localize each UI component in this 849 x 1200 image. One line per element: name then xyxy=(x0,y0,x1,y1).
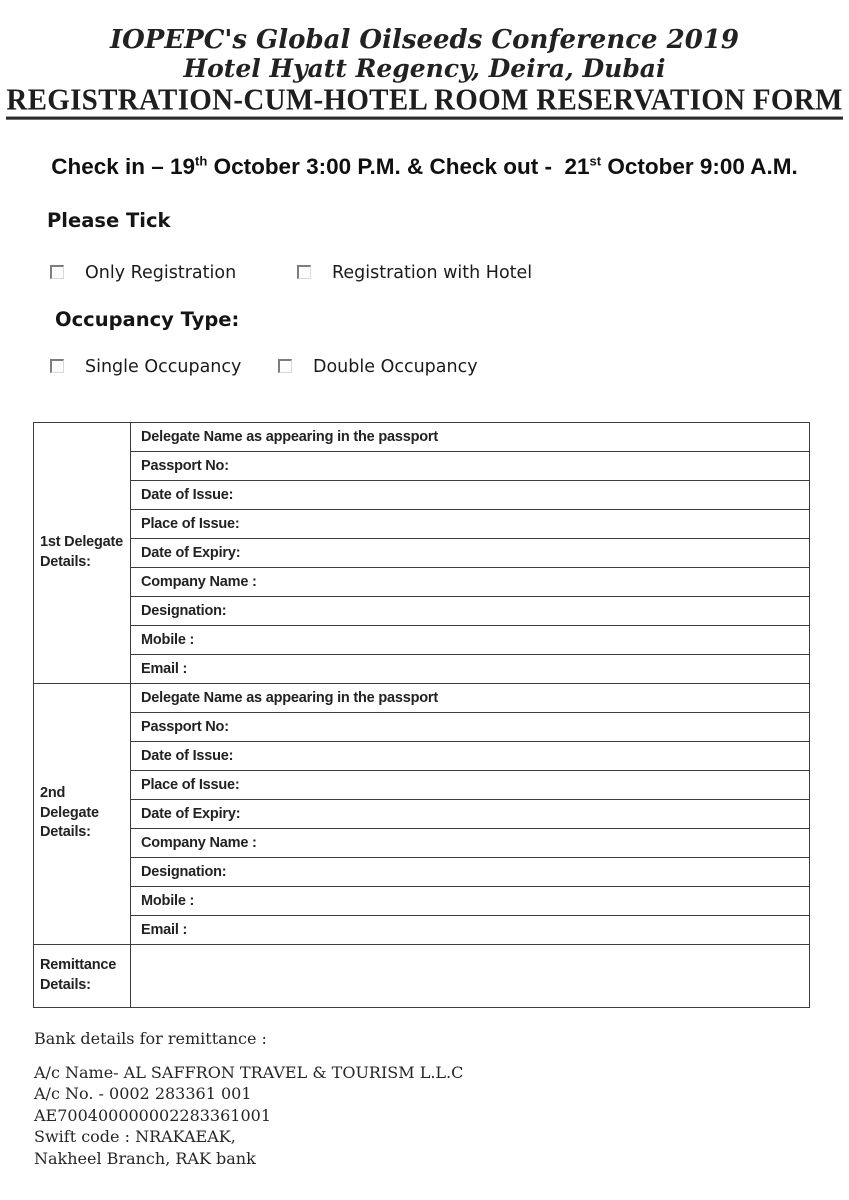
ordinal-suffix: st xyxy=(589,153,602,169)
table-row xyxy=(34,944,810,1007)
double-occupancy-checkbox[interactable] xyxy=(278,359,292,373)
table-row xyxy=(34,654,810,683)
only-registration-label: Only Registration xyxy=(85,262,237,283)
single-occupancy-option xyxy=(50,357,278,377)
table-row xyxy=(34,509,810,538)
delegate-2-section xyxy=(34,683,810,944)
table-row xyxy=(34,828,810,857)
checkout-time-text: October 9:00 A.M. xyxy=(601,153,798,179)
delegate-1-company-field[interactable]: Company Name : xyxy=(131,567,810,596)
delegate-details-table xyxy=(33,422,810,1008)
table-row xyxy=(34,741,810,770)
single-occupancy-checkbox[interactable] xyxy=(50,359,64,373)
conference-title: IOPEPC's Global Oilseeds Conference 2019 xyxy=(109,25,740,55)
table-row xyxy=(34,596,810,625)
occupancy-options-row xyxy=(50,357,849,377)
delegate-2-name-field[interactable]: Delegate Name as appearing in the passport xyxy=(131,683,810,712)
bank-account-number: A/c No. - 0002 283361 001 xyxy=(34,1084,252,1104)
bank-details-block xyxy=(34,1062,849,1170)
table-row xyxy=(34,422,810,451)
delegate-1-email-field[interactable]: Email : xyxy=(131,654,810,683)
delegate-2-company-field[interactable]: Company Name : xyxy=(131,828,810,857)
ordinal-suffix: th xyxy=(195,153,208,169)
form-title: REGISTRATION-CUM-HOTEL ROOM RESERVATION FORM xyxy=(6,84,842,120)
only-registration-option xyxy=(50,263,297,283)
single-occupancy-label: Single Occupancy xyxy=(85,356,242,377)
delegate-1-name-field[interactable]: Delegate Name as appearing in the passport xyxy=(131,422,810,451)
only-registration-checkbox[interactable] xyxy=(50,265,64,279)
table-row xyxy=(34,683,810,712)
delegate-2-passport-field[interactable]: Passport No: xyxy=(131,712,810,741)
delegate-1-section-label: 1st Delegate Details: xyxy=(34,422,131,683)
table-row xyxy=(34,857,810,886)
double-occupancy-option xyxy=(278,357,478,377)
delegate-1-date-of-issue-field[interactable]: Date of Issue: xyxy=(131,480,810,509)
delegate-1-passport-field[interactable]: Passport No: xyxy=(131,451,810,480)
delegate-1-designation-field[interactable]: Designation: xyxy=(131,596,810,625)
table-row xyxy=(34,915,810,944)
delegate-2-mobile-field[interactable]: Mobile : xyxy=(131,886,810,915)
delegate-2-place-of-issue-field[interactable]: Place of Issue: xyxy=(131,770,810,799)
delegate-1-section xyxy=(34,422,810,683)
delegate-2-date-of-expiry-field[interactable]: Date of Expiry: xyxy=(131,799,810,828)
occupancy-type-heading: Occupancy Type: xyxy=(55,307,240,331)
checkout-text: October 3:00 P.M. & Check out - 21 xyxy=(207,153,590,179)
table-row xyxy=(34,451,810,480)
table-row xyxy=(34,712,810,741)
registration-with-hotel-label: Registration with Hotel xyxy=(332,262,533,283)
venue-title: Hotel Hyatt Regency, Deira, Dubai xyxy=(183,54,666,84)
table-row xyxy=(34,886,810,915)
delegate-2-email-field[interactable]: Email : xyxy=(131,915,810,944)
delegate-2-section-label: 2nd Delegate Details: xyxy=(34,683,131,944)
table-row xyxy=(34,480,810,509)
table-row xyxy=(34,538,810,567)
registration-with-hotel-checkbox[interactable] xyxy=(297,265,311,279)
please-tick-heading: Please Tick xyxy=(47,208,171,232)
delegate-1-mobile-field[interactable]: Mobile : xyxy=(131,625,810,654)
remittance-section-label: Remittance Details: xyxy=(34,944,131,1007)
delegate-1-date-of-expiry-field[interactable]: Date of Expiry: xyxy=(131,538,810,567)
checkin-checkout-line xyxy=(0,154,849,180)
bank-details-heading: Bank details for remittance : xyxy=(34,1028,267,1048)
delegate-1-place-of-issue-field[interactable]: Place of Issue: xyxy=(131,509,810,538)
remittance-section xyxy=(34,944,810,1007)
delegate-2-designation-field[interactable]: Designation: xyxy=(131,857,810,886)
double-occupancy-label: Double Occupancy xyxy=(313,356,478,377)
registration-options-row xyxy=(50,263,849,283)
table-row xyxy=(34,799,810,828)
bank-branch: Nakheel Branch, RAK bank xyxy=(34,1148,256,1168)
bank-swift-code: Swift code : NRAKAEAK, xyxy=(34,1127,236,1147)
remittance-value-field[interactable] xyxy=(131,944,810,1007)
table-row xyxy=(34,770,810,799)
bank-account-name: A/c Name- AL SAFFRON TRAVEL & TOURISM L.L.C xyxy=(34,1062,464,1082)
table-row xyxy=(34,625,810,654)
checkin-text: Check in – 19 xyxy=(51,153,196,179)
registration-with-hotel-option xyxy=(297,263,532,283)
document-header xyxy=(0,0,849,120)
bank-iban: AE700400000002283361001 xyxy=(34,1105,272,1125)
delegate-2-date-of-issue-field[interactable]: Date of Issue: xyxy=(131,741,810,770)
table-row xyxy=(34,567,810,596)
